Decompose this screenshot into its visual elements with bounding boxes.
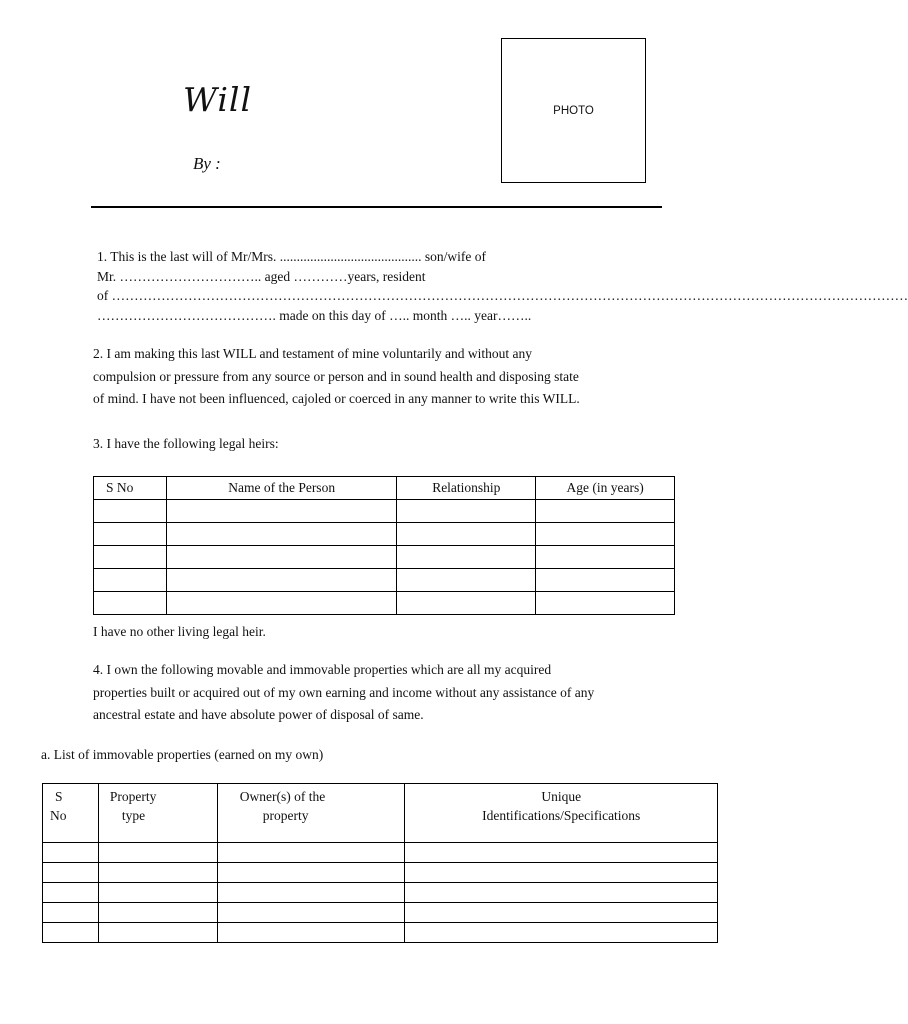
- sno-cell[interactable]: [94, 546, 167, 569]
- sno-cell[interactable]: [94, 592, 167, 615]
- table-row: [43, 863, 718, 883]
- uid-cell[interactable]: [405, 863, 718, 883]
- table-row: [94, 546, 675, 569]
- table-header-row: [94, 477, 675, 500]
- header-uid-line1: Unique: [541, 789, 582, 804]
- header-divider: [91, 206, 662, 208]
- photo-label: PHOTO: [553, 105, 594, 117]
- header-sno-line1: S: [55, 789, 63, 804]
- clause1-line1: 1. This is the last will of Mr/Mrs. .......................................... son/wife of: [97, 249, 486, 264]
- clause3-intro: 3. I have the following legal heirs:: [93, 436, 279, 451]
- relationship-cell[interactable]: [397, 546, 536, 569]
- age-cell[interactable]: [536, 546, 675, 569]
- owner-cell[interactable]: [217, 863, 405, 883]
- sno-cell[interactable]: [43, 863, 99, 883]
- sno-cell[interactable]: [94, 500, 167, 523]
- header-name: Name of the Person: [166, 477, 397, 500]
- header-type-line2: type: [121, 808, 146, 823]
- sno-cell[interactable]: [43, 883, 99, 903]
- clause2-line1: 2. I am making this last WILL and testament of mine voluntarily and without any: [93, 346, 533, 361]
- clause4-line3: ancestral estate and have absolute power of disposal of same.: [93, 707, 424, 722]
- header-owner-line1: Owner(s) of the: [239, 789, 326, 804]
- header-relationship: Relationship: [397, 477, 536, 500]
- clause1-line2: Mr. ………………………….. aged …………years, resident: [97, 269, 426, 284]
- immovable-heading: a. List of immovable properties (earned on my own): [41, 747, 324, 762]
- table-header-row: [43, 784, 718, 843]
- type-cell[interactable]: [98, 843, 217, 863]
- sno-cell[interactable]: [94, 523, 167, 546]
- by-label: By :: [193, 154, 221, 173]
- age-cell[interactable]: [536, 592, 675, 615]
- header-owners: [217, 784, 405, 843]
- header-sno: S No: [94, 477, 167, 500]
- table-row: [94, 523, 675, 546]
- clause3-closing: I have no other living legal heir.: [93, 624, 266, 639]
- sno-cell[interactable]: [94, 569, 167, 592]
- uid-cell[interactable]: [405, 883, 718, 903]
- name-cell[interactable]: [166, 500, 397, 523]
- table-row: [94, 569, 675, 592]
- relationship-cell[interactable]: [397, 523, 536, 546]
- age-cell[interactable]: [536, 500, 675, 523]
- clause2-line2: compulsion or pressure from any source or person and in sound health and disposing state: [93, 369, 579, 384]
- table-row: [43, 923, 718, 943]
- clause4-line2: properties built or acquired out of my own earning and income without any assistance of any: [93, 685, 595, 700]
- sno-cell[interactable]: [43, 903, 99, 923]
- header-sno-line2: No: [50, 808, 67, 823]
- header-property-type: [98, 784, 217, 843]
- type-cell[interactable]: [98, 883, 217, 903]
- table-row: [94, 500, 675, 523]
- header-unique-id: [405, 784, 718, 843]
- type-cell[interactable]: [98, 903, 217, 923]
- table-row: [43, 883, 718, 903]
- age-cell[interactable]: [536, 569, 675, 592]
- type-cell[interactable]: [98, 923, 217, 943]
- immovable-properties-table: [42, 783, 718, 943]
- header-owner-line2: property: [262, 808, 309, 823]
- sno-cell[interactable]: [43, 843, 99, 863]
- relationship-cell[interactable]: [397, 500, 536, 523]
- table-row: [43, 843, 718, 863]
- type-cell[interactable]: [98, 863, 217, 883]
- relationship-cell[interactable]: [397, 569, 536, 592]
- table-row: [43, 903, 718, 923]
- header-uid-line2: Identifications/Specifications: [482, 808, 641, 823]
- age-cell[interactable]: [536, 523, 675, 546]
- photo-box: [501, 38, 646, 183]
- uid-cell[interactable]: [405, 923, 718, 943]
- legal-heirs-table: [93, 476, 675, 615]
- owner-cell[interactable]: [217, 923, 405, 943]
- name-cell[interactable]: [166, 523, 397, 546]
- document-title: Will: [183, 80, 253, 119]
- header-type-line1: Property: [109, 789, 157, 804]
- name-cell[interactable]: [166, 546, 397, 569]
- sno-cell[interactable]: [43, 923, 99, 943]
- name-cell[interactable]: [166, 569, 397, 592]
- header-sno: [43, 784, 99, 843]
- owner-cell[interactable]: [217, 903, 405, 923]
- uid-cell[interactable]: [405, 903, 718, 923]
- clause1-line4: …………………………………. made on this day of ….. month ….. year……..: [97, 308, 532, 323]
- owner-cell[interactable]: [217, 843, 405, 863]
- uid-cell[interactable]: [405, 843, 718, 863]
- relationship-cell[interactable]: [397, 592, 536, 615]
- table-row: [94, 592, 675, 615]
- clause1-line3: of ……………………………………………………………………………………………………………………………………………………………: [97, 288, 908, 303]
- header-age: Age (in years): [536, 477, 675, 500]
- owner-cell[interactable]: [217, 883, 405, 903]
- clause4-line1: 4. I own the following movable and immovable properties which are all my acquired: [93, 662, 552, 677]
- name-cell[interactable]: [166, 592, 397, 615]
- clause2-line3: of mind. I have not been influenced, cajoled or coerced in any manner to write this WILL.: [93, 391, 580, 406]
